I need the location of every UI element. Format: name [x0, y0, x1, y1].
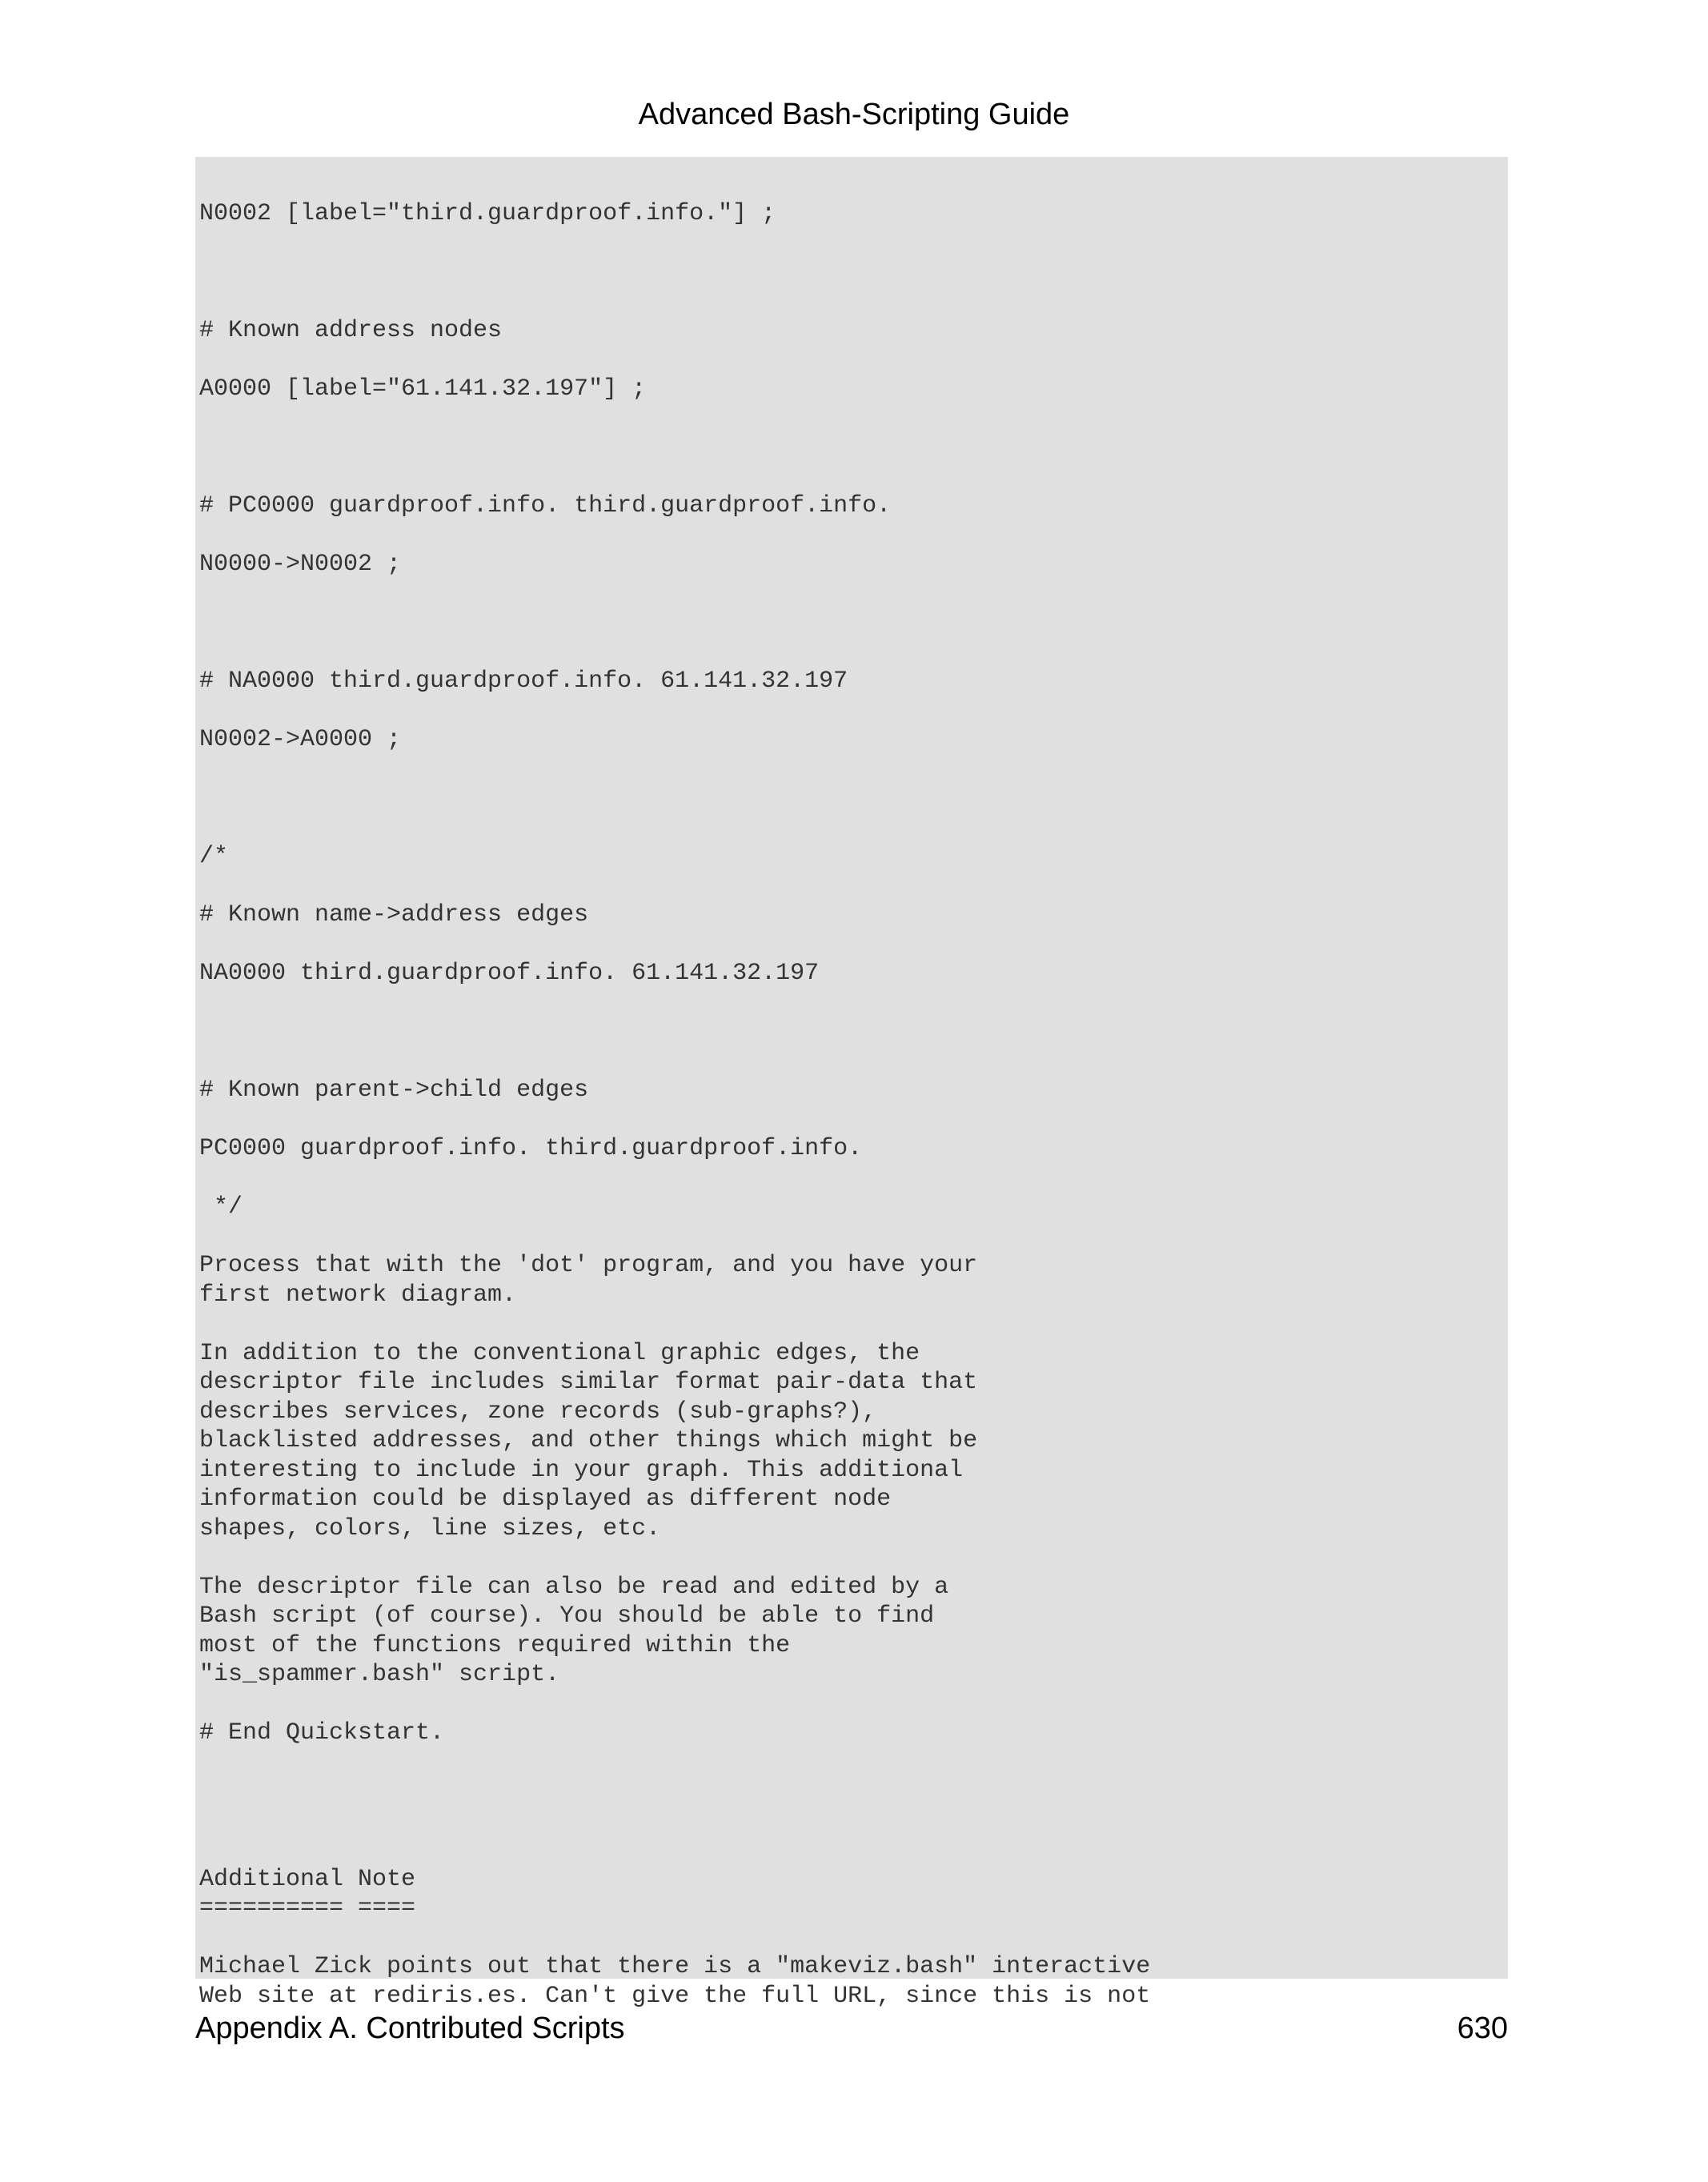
code-line: "is_spammer.bash" script. — [199, 1661, 560, 1688]
code-line — [199, 608, 1508, 638]
code-line — [199, 696, 1508, 726]
page-header-title: Advanced Bash-Scripting Guide — [638, 98, 1070, 131]
code-line — [199, 1047, 1508, 1077]
code-line: NA0000 third.guardproof.info. 61.141.32.197 — [199, 960, 820, 987]
code-line — [199, 872, 1508, 901]
code-line: # NA0000 third.guardproof.info. 61.141.32.197 — [199, 668, 848, 695]
code-line: blacklisted addresses, and other things which might be — [199, 1427, 978, 1454]
code-line — [199, 1690, 1508, 1719]
code-line: # Known name->address edges — [199, 901, 589, 929]
code-line: # Known address nodes — [199, 317, 503, 344]
code-line: N0002->A0000 ; — [199, 726, 402, 753]
code-line: ========== ==== — [199, 1895, 416, 1922]
code-line — [199, 1807, 1508, 1836]
code-line — [199, 784, 1508, 813]
code-line: N0000->N0002 ; — [199, 551, 402, 578]
code-line — [199, 1923, 1508, 1953]
code-line — [199, 1748, 1508, 1778]
code-line — [199, 1835, 1508, 1865]
code-line — [199, 580, 1508, 609]
code-line: # Known parent->child edges — [199, 1077, 589, 1104]
code-listing — [195, 157, 1508, 2010]
code-line: Process that with the 'dot' program, and you have your — [199, 1252, 978, 1279]
code-line — [199, 1543, 1508, 1573]
code-line: # PC0000 guardproof.info. third.guardproof.info. — [199, 492, 892, 519]
code-line: /* — [199, 843, 229, 870]
code-line: # End Quickstart. — [199, 1719, 445, 1747]
code-line: most of the functions required within the — [199, 1631, 791, 1659]
code-line — [199, 258, 1508, 287]
code-line: descriptor file includes similar format pair-data that — [199, 1369, 978, 1396]
code-line — [199, 989, 1508, 1018]
code-line: In addition to the conventional graphic edges, the — [199, 1339, 920, 1367]
footer-section-title: Appendix A. Contributed Scripts — [195, 2012, 625, 2045]
code-line: describes services, zone records (sub-graphs?), — [199, 1398, 877, 1426]
code-line — [199, 1222, 1508, 1252]
code-line — [199, 287, 1508, 317]
code-line — [199, 930, 1508, 960]
code-line — [199, 433, 1508, 463]
code-line: A0000 [label="61.141.32.197"] ; — [199, 375, 647, 403]
code-line: first network diagram. — [199, 1281, 517, 1309]
code-line — [199, 1105, 1508, 1135]
code-line: N0002 [label="third.guardproof.info."] ; — [199, 200, 776, 227]
code-line — [199, 346, 1508, 375]
code-line — [199, 1017, 1508, 1047]
code-line — [199, 229, 1508, 259]
code-line: Additional Note — [199, 1865, 416, 1893]
code-line — [199, 638, 1508, 668]
code-line: Web site at rediris.es. Can't give the full URL, since this is not — [199, 1982, 1151, 2010]
code-line: interesting to include in your graph. This additional — [199, 1456, 964, 1484]
code-line: PC0000 guardproof.info. third.guardproof.info. — [199, 1135, 863, 1162]
code-line: */ — [199, 1193, 243, 1221]
code-line: information could be displayed as different node — [199, 1486, 892, 1513]
code-line — [199, 1310, 1508, 1339]
footer-page-number: 630 — [1457, 2012, 1508, 2045]
page-footer — [195, 2012, 1508, 2046]
code-line — [199, 755, 1508, 784]
code-line: Bash script (of course). You should be able to find — [199, 1602, 935, 1630]
code-line — [199, 463, 1508, 492]
code-line: The descriptor file can also be read and edited by a — [199, 1573, 949, 1601]
code-line — [199, 1777, 1508, 1807]
code-line: Michael Zick points out that there is a "makeviz.bash" interactive — [199, 1953, 1151, 1980]
code-line — [199, 404, 1508, 434]
code-line — [199, 1164, 1508, 1193]
code-line — [199, 521, 1508, 551]
code-line — [199, 813, 1508, 843]
code-line: shapes, colors, line sizes, etc. — [199, 1514, 661, 1542]
